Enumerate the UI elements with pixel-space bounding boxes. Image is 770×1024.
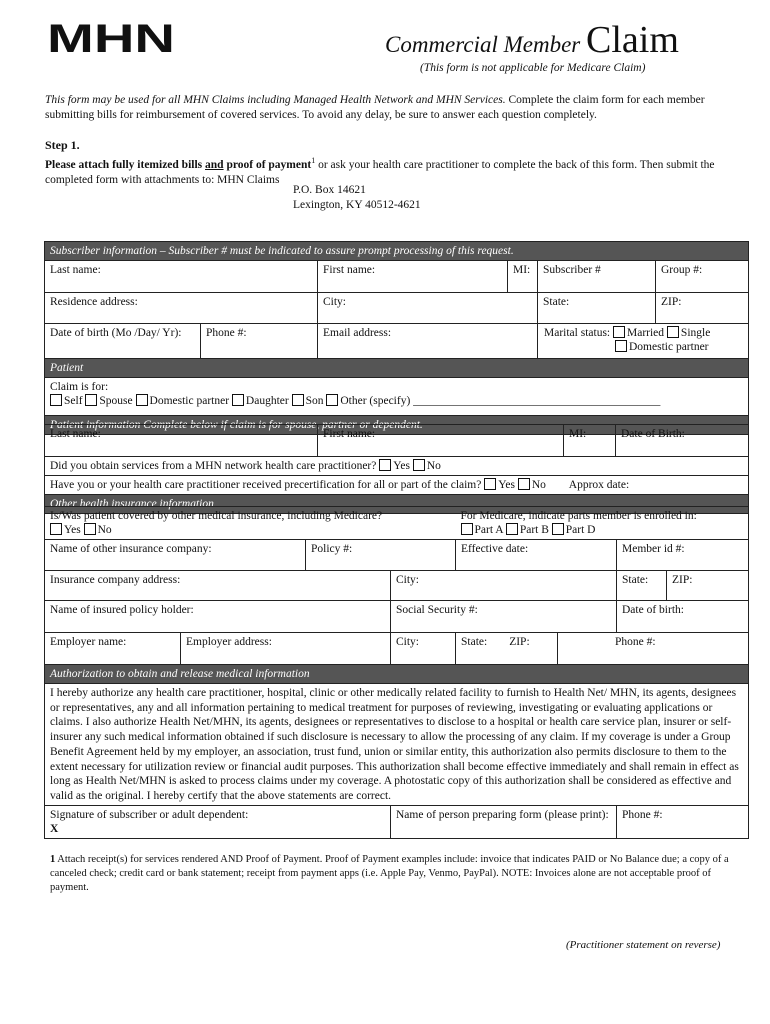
precert-no-checkbox[interactable] bbox=[518, 478, 530, 490]
covered-no-checkbox[interactable] bbox=[84, 523, 96, 535]
self-checkbox[interactable] bbox=[50, 394, 62, 406]
mhn-logo bbox=[47, 20, 175, 56]
patient-header: Patient bbox=[45, 359, 749, 378]
footnote: 1 Attach receipt(s) for services rendered AND Proof of Payment. Proof of Payment examples include: invoice that indicates PAID or No Balance due; a copy of a canceled check; credit card or bank statement; receipt from payment apps (i.e. Apple Pay, Venmo, PayPal). NOTE: Invoices alone are not acceptable proof of payment. bbox=[50, 854, 729, 893]
phone-field[interactable]: Phone #: bbox=[201, 324, 318, 359]
spouse-checkbox[interactable] bbox=[85, 394, 97, 406]
insurance-zip-field[interactable]: ZIP: bbox=[667, 571, 749, 601]
ssn-field[interactable]: Social Security #: bbox=[391, 601, 617, 633]
patient-last-name-field[interactable]: Last name: bbox=[45, 425, 318, 457]
network-no-checkbox[interactable] bbox=[413, 459, 425, 471]
intro-text: This form may be used for all MHN Claims including Managed Health Network and MHN Services. Complete the claim form for each member submitting bills for reimbursement of covered services. To avoid any delay, be sure to answer each question completely. bbox=[45, 94, 705, 121]
patient-info-header: Patient information Complete below if claim is for spouse, partner or dependent. bbox=[45, 416, 749, 435]
subscriber-header: Subscriber information – Subscriber # must be indicated to assure prompt processing of this request. bbox=[45, 242, 749, 261]
residence-address-field[interactable]: Residence address: bbox=[45, 293, 318, 324]
claim-for-row: Claim is for: Self Spouse Domestic partner Daughter Son Other (specify) ___________________________________________ bbox=[45, 378, 749, 416]
insured-dob-field[interactable]: Date of birth: bbox=[617, 601, 749, 633]
insurance-city-field[interactable]: City: bbox=[391, 571, 617, 601]
employer-phone-field[interactable]: Phone #: bbox=[558, 633, 749, 665]
signature-phone-field[interactable]: Phone #: bbox=[617, 805, 749, 838]
employer-name-field[interactable]: Employer name: bbox=[45, 633, 181, 665]
subscriber-number-field[interactable]: Subscriber # bbox=[538, 261, 656, 293]
member-id-field[interactable]: Member id #: bbox=[617, 540, 749, 571]
form-title: Commercial Member Claim bbox=[385, 19, 679, 61]
precert-question: Have you or your health care practitioner received precertification for all or part of the claim? Yes No Approx date: bbox=[45, 476, 749, 495]
approx-date-label: Approx date: bbox=[568, 479, 630, 491]
dob-field[interactable]: Date of birth (Mo /Day/ Yr): bbox=[45, 324, 201, 359]
svg-text:MHN: MHN bbox=[47, 20, 175, 56]
attach-instructions: Please attach fully itemized bills and proof of payment$^1$ or ask your health care practitioner to complete the back of this form. Then submit the completed form with attachments to: MHN Claims bbox=[45, 156, 715, 186]
employer-city-field[interactable]: City: bbox=[391, 633, 456, 665]
other-insurance-header: Other health insurance information bbox=[45, 495, 749, 514]
other-checkbox[interactable] bbox=[326, 394, 338, 406]
other-insurance-table bbox=[44, 506, 749, 839]
effective-date-field[interactable]: Effective date: bbox=[456, 540, 617, 571]
authorization-text: I hereby authorize any health care practitioner, hospital, clinic or other medically related facility to furnish to Health Net/ MHN, its agents, designees or representatives, any and all information pertaining to medical treatment for purposes of reviewing, investigating or evaluating applications or claims. I also authorize Health Net/MHN, its agents, designees or representatives to disclose to a hospital or health care service plan, insurer or self-insurer any such medical information obtained if such disclosure is necessary to allow the processing of any claim. If my coverage is under a Group Benefit Agreement held by my employer, an association, trust fund, union or similar entity, this authorization also permits disclosure to them to the extent necessary for utilization review or financial audit purposes. This authorization shall become effective immediately and shall remain in effect as long as Health Net/MHN is asked to process claims under my coverage. A photostatic copy of this authorization shall be considered as effective and valid as the original. I hereby certify that the above statements are correct. bbox=[45, 684, 749, 806]
network-question: Did you obtain services from a MHN network health care practitioner? Yes No bbox=[45, 457, 749, 476]
step-label: Step 1. bbox=[45, 138, 80, 152]
group-number-field[interactable]: Group #: bbox=[656, 261, 749, 293]
mi-field[interactable]: MI: bbox=[508, 261, 538, 293]
insurance-address-field[interactable]: Insurance company address: bbox=[45, 571, 391, 601]
city-field[interactable]: City: bbox=[318, 293, 538, 324]
form-subtitle: (This form is not applicable for Medicare Claim) bbox=[420, 62, 646, 74]
son-checkbox[interactable] bbox=[292, 394, 304, 406]
address-line-1: P.O. Box 14621 bbox=[293, 184, 366, 196]
signature-field[interactable]: Signature of subscriber or adult dependent: X bbox=[45, 805, 391, 838]
patient-mi-field[interactable]: MI: bbox=[564, 425, 616, 457]
email-field[interactable]: Email address: bbox=[318, 324, 538, 359]
reverse-note: (Practitioner statement on reverse) bbox=[566, 939, 721, 951]
precert-yes-checkbox[interactable] bbox=[484, 478, 496, 490]
preparer-name-field[interactable]: Name of person preparing form (please print): bbox=[391, 805, 617, 838]
domestic-partner-checkbox[interactable] bbox=[615, 340, 627, 352]
address-line-2: Lexington, KY 40512-4621 bbox=[293, 199, 421, 211]
marital-status: Marital status: Married Single Domestic partner bbox=[538, 324, 749, 359]
insured-name-field[interactable]: Name of insured policy holder: bbox=[45, 601, 391, 633]
first-name-field[interactable]: First name: bbox=[318, 261, 508, 293]
zip-field[interactable]: ZIP: bbox=[656, 293, 749, 324]
part-b-checkbox[interactable] bbox=[506, 523, 518, 535]
single-checkbox[interactable] bbox=[667, 326, 679, 338]
authorization-header: Authorization to obtain and release medical information bbox=[45, 665, 749, 684]
policy-number-field[interactable]: Policy #: bbox=[306, 540, 456, 571]
daughter-checkbox[interactable] bbox=[232, 394, 244, 406]
covered-yes-checkbox[interactable] bbox=[50, 523, 62, 535]
employer-address-field[interactable]: Employer address: bbox=[181, 633, 391, 665]
subscriber-table bbox=[44, 241, 749, 435]
insurance-company-field[interactable]: Name of other insurance company: bbox=[45, 540, 306, 571]
employer-state-zip-field[interactable]: State: ZIP: bbox=[456, 633, 558, 665]
state-field[interactable]: State: bbox=[538, 293, 656, 324]
last-name-field[interactable]: Last name: bbox=[45, 261, 318, 293]
covered-question: Is/Was patient covered by other medical insurance, including Medicare? Yes No bbox=[45, 507, 456, 540]
part-d-checkbox[interactable] bbox=[552, 523, 564, 535]
network-yes-checkbox[interactable] bbox=[379, 459, 391, 471]
patient-dob-field[interactable]: Date of Birth: bbox=[616, 425, 749, 457]
insurance-state-field[interactable]: State: bbox=[617, 571, 667, 601]
medicare-parts: For Medicare, indicate parts member is enrolled in: Part A Part B Part D bbox=[456, 507, 749, 540]
part-a-checkbox[interactable] bbox=[461, 523, 473, 535]
domestic-partner-patient-checkbox[interactable] bbox=[136, 394, 148, 406]
patient-first-name-field[interactable]: First name: bbox=[318, 425, 564, 457]
married-checkbox[interactable] bbox=[613, 326, 625, 338]
patient-info-table bbox=[44, 424, 749, 514]
